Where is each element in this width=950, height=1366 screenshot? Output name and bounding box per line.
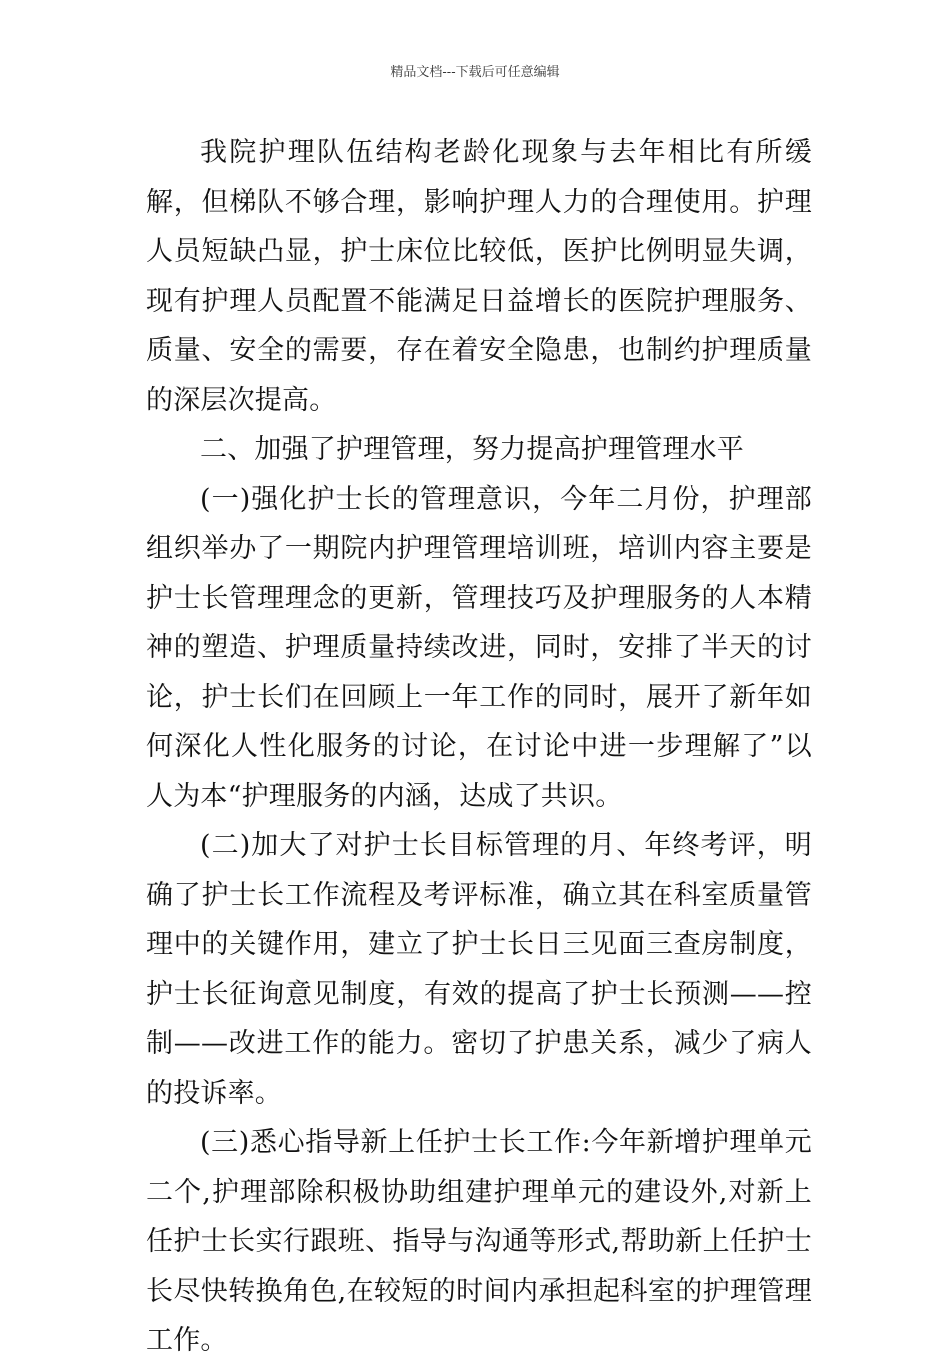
document-body <box>146 128 812 1366</box>
paragraph-staffing: 我院护理队伍结构老龄化现象与去年相比有所缓解，但梯队不够合理，影响护理人力的合理使用。护理人员短缺凸显，护士床位比较低，医护比例明显失调，现有护理人员配置不能满足日益增长的医院护理服务、质量、安全的需要，存在着安全隐患，也制约护理质量的深层次提高。 <box>146 137 812 416</box>
paragraph-item-1: (一)强化护士长的管理意识，今年二月份，护理部组织举办了一期院内护理管理培训班，培训内容主要是护士长管理理念的更新，管理技巧及护理服务的人本精神的塑造、护理质量持续改进，同时，安排了半天的讨论，护士长们在回顾上一年工作的同时，展开了新年如何深化人性化服务的讨论，在讨论中进一步理解了”以人为本“护理服务的内涵，达成了共识。 <box>146 483 812 812</box>
section-heading: 二、加强了护理管理，努力提高护理管理水平 <box>200 434 744 465</box>
paragraph-item-2: (二)加大了对护士长目标管理的月、年终考评，明确了护士长工作流程及考评标准，确立其在科室质量管理中的关键作用，建立了护士长日三见面三查房制度，护士长征询意见制度，有效的提高了护士长预测——控制——改进工作的能力。密切了护患关系，减少了病人的投诉率。 <box>146 830 812 1109</box>
paragraph-item-3: (三)悉心指导新上任护士长工作:今年新增护理单元二个,护理部除积极协助组建护理单元的建设外,对新上任护士长实行跟班、指导与沟通等形式,帮助新上任护士长尽快转换角色,在较短的时间内承担起科室的护理管理工作。 <box>146 1127 812 1356</box>
page-header: 精品文档---下载后可任意编辑 <box>390 65 560 80</box>
